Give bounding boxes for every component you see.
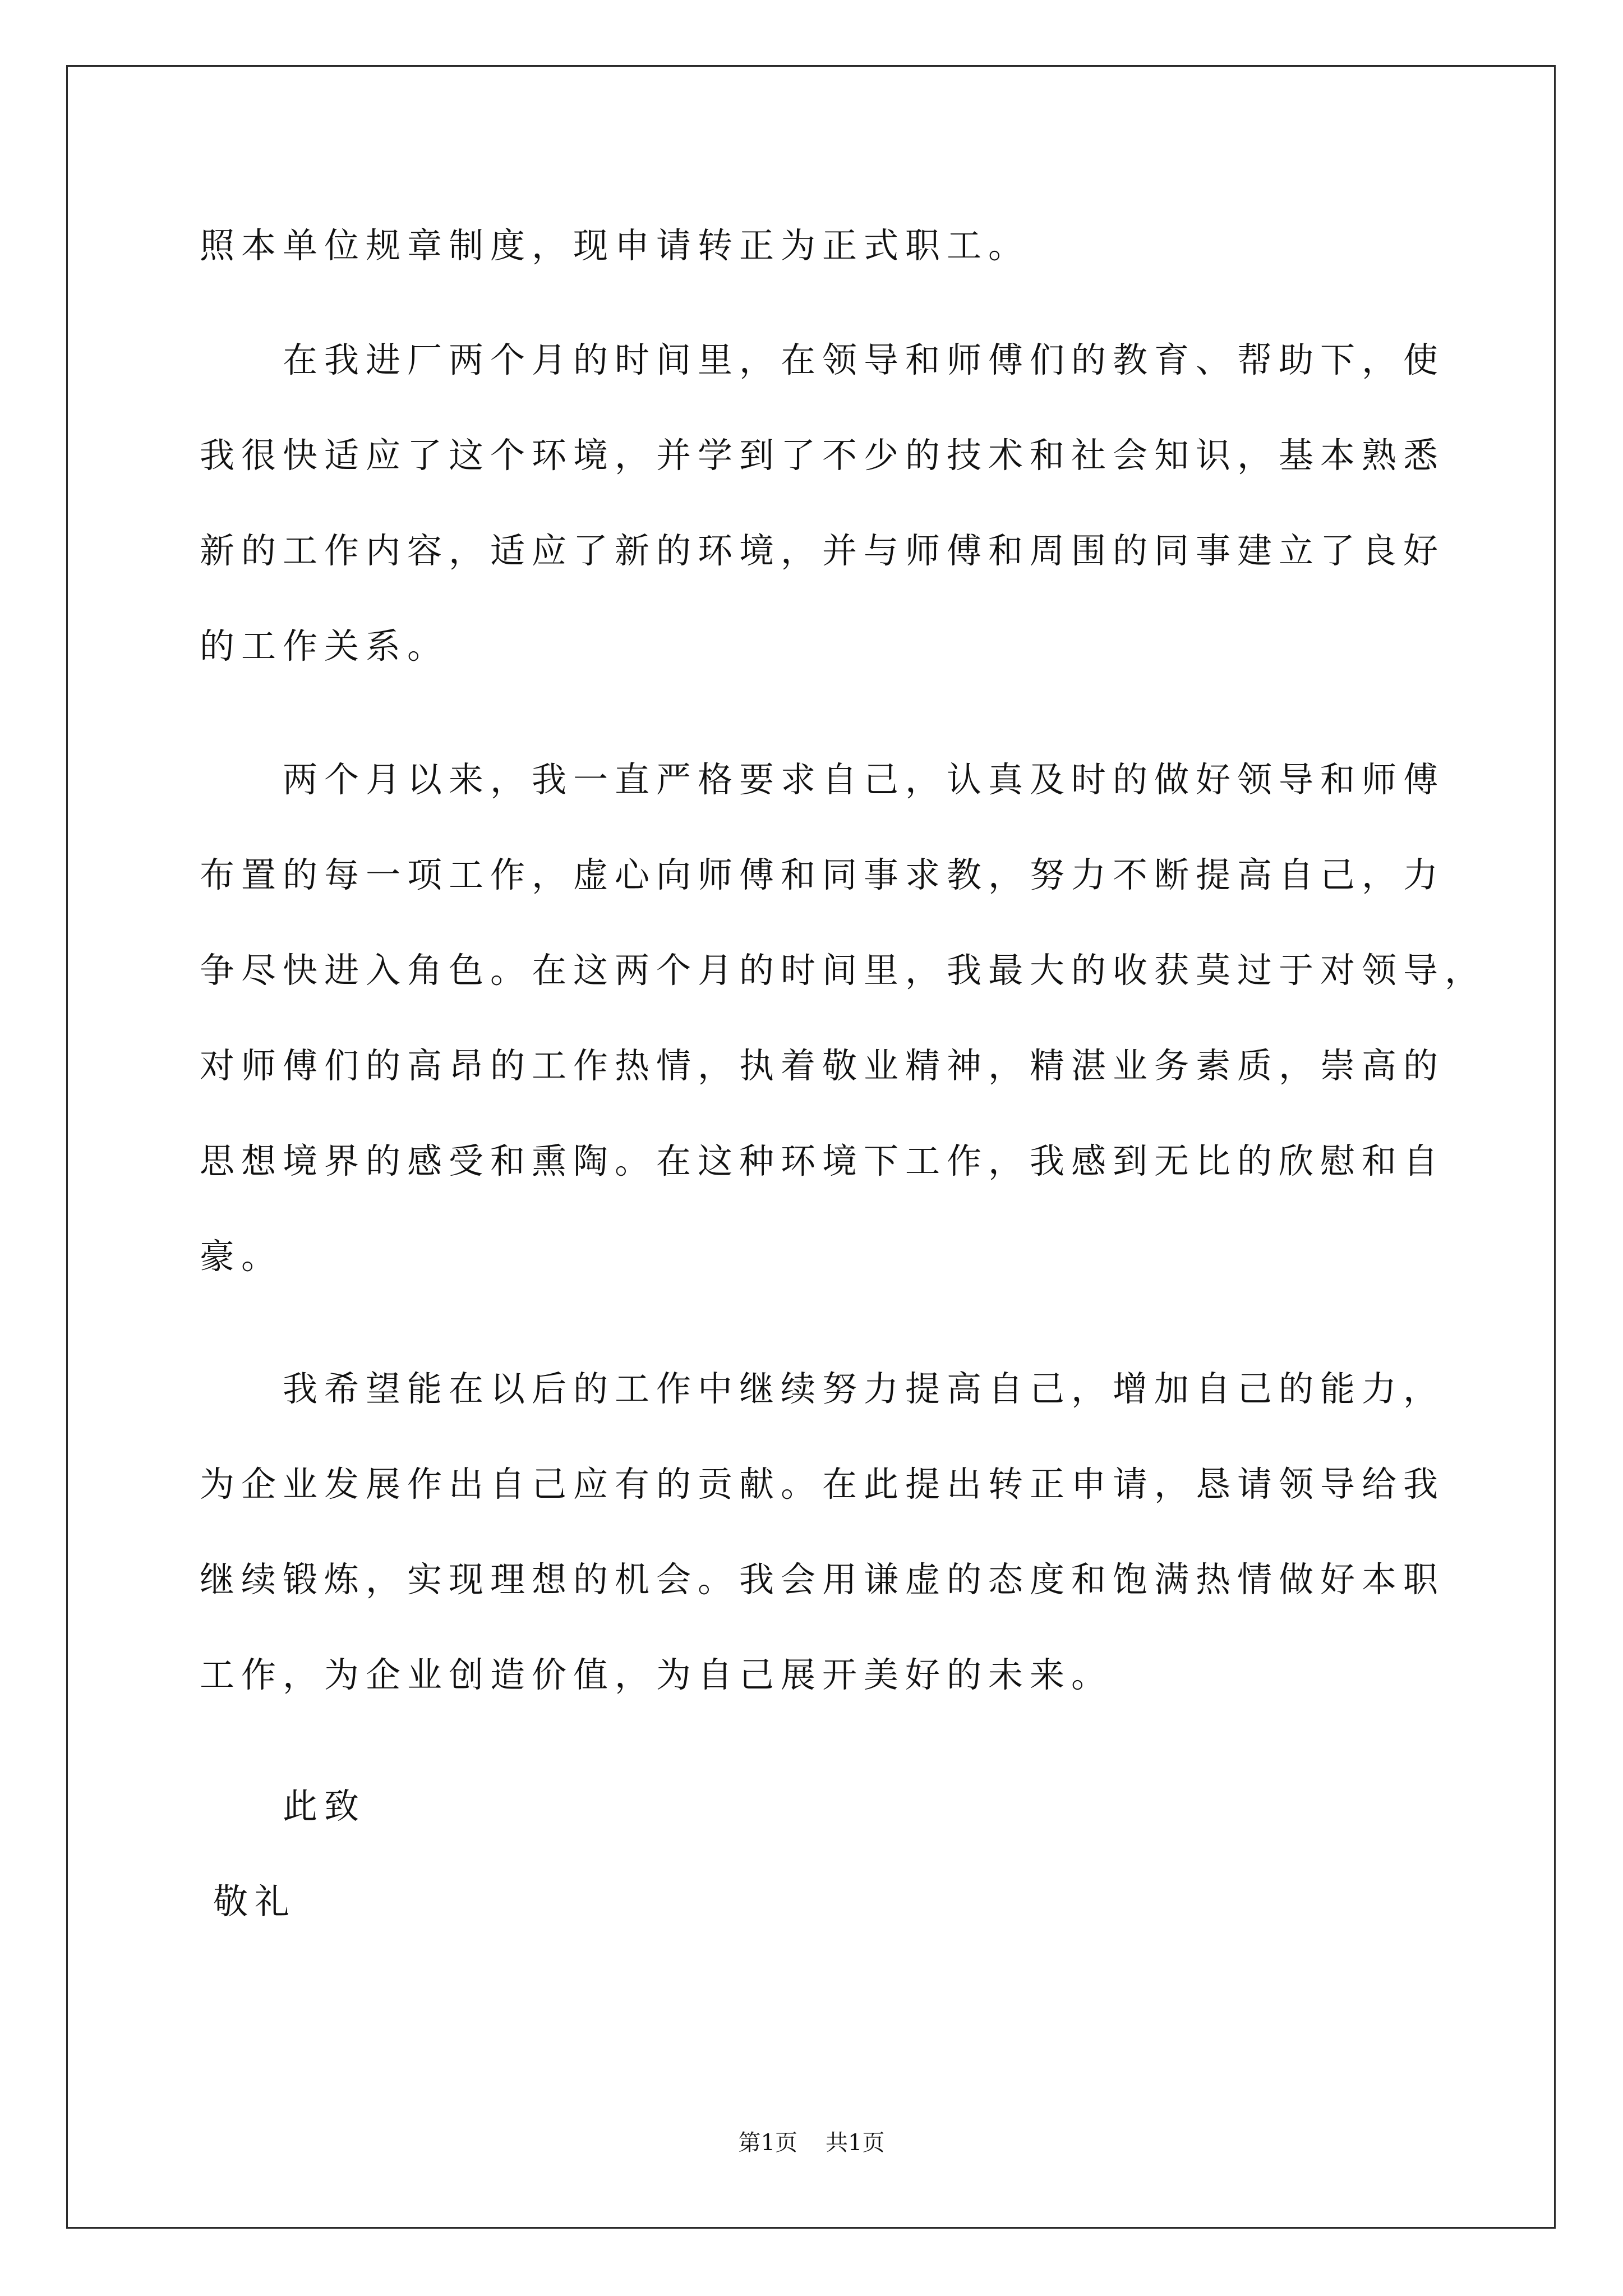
body-line: 照本单位规章制度，现申请转正为正式职工。 xyxy=(200,225,1030,266)
body-line: 新的工作内容，适应了新的环境，并与师傅和周围的同事建立了良好 xyxy=(200,530,1445,571)
body-line: 我很快适应了这个环境，并学到了不少的技术和社会知识，基本熟悉 xyxy=(200,435,1445,476)
body-line: 为企业发展作出自己应有的贡献。在此提出转正申请，恳请领导给我 xyxy=(200,1464,1445,1504)
body-line: 争尽快进入角色。在这两个月的时间里，我最大的收获莫过于对领导， xyxy=(200,950,1487,991)
paragraph-start-line: 两个月以来，我一直严格要求自己，认真及时的做好领导和师傅 xyxy=(283,759,1445,800)
body-line: 对师傅们的高昂的工作热情，执着敬业精神，精湛业务素质，崇高的 xyxy=(200,1045,1445,1086)
page-footer xyxy=(0,2127,1623,2159)
closing-phrase: 此致 xyxy=(283,1786,366,1826)
body-line: 布置的每一项工作，虚心向师傅和同事求教，努力不断提高自己，力 xyxy=(200,854,1445,895)
paragraph-start-line: 在我进厂两个月的时间里，在领导和师傅们的教育、帮助下，使 xyxy=(283,339,1445,380)
body-line: 思想境界的感受和熏陶。在这种环境下工作，我感到无比的欣慰和自 xyxy=(200,1140,1445,1181)
page-number-current: 第1页 xyxy=(738,2130,797,2156)
body-line: 的工作关系。 xyxy=(200,625,449,666)
salutation: 敬礼 xyxy=(213,1881,297,1922)
page-number-total: 共1页 xyxy=(826,2130,885,2156)
body-line: 豪。 xyxy=(200,1236,283,1277)
body-line: 工作，为企业创造价值，为自己展开美好的未来。 xyxy=(200,1654,1113,1695)
body-line: 继续锻炼，实现理想的机会。我会用谦虚的态度和饱满热情做好本职 xyxy=(200,1559,1445,1600)
paragraph-start-line: 我希望能在以后的工作中继续努力提高自己，增加自己的能力， xyxy=(283,1368,1445,1409)
